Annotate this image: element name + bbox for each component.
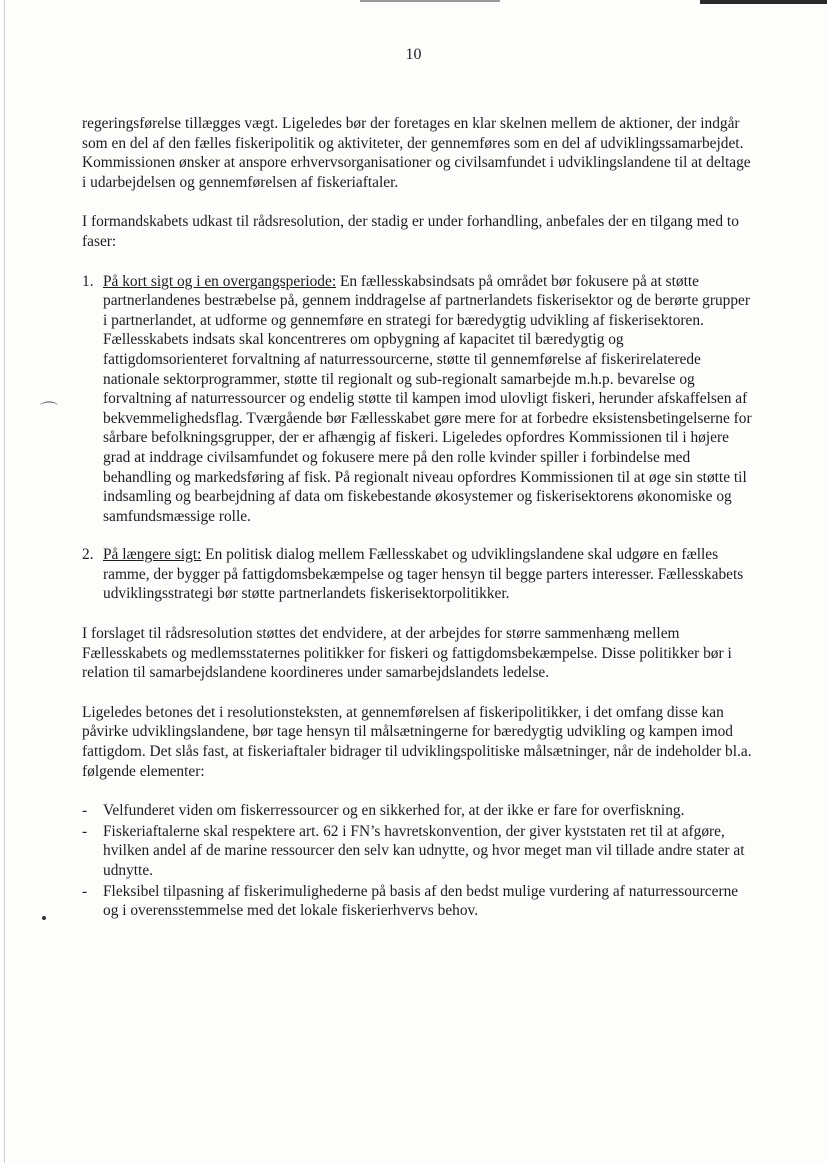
list-dash: - <box>82 802 88 820</box>
list-item-text: Velfunderet viden om fiskerressourcer og en sikkerhed for, at der ikke er fare for overfiskning. <box>103 802 685 820</box>
list-item <box>82 801 752 821</box>
list-item <box>82 272 752 527</box>
list-item-text: Fleksibel tilpasning af fiskerimulighederne på basis af den bedst mulige vurdering af naturressourcerne og i overensstemmelse med det lokale fiskerierhvervs behov. <box>103 882 739 920</box>
list-item <box>82 545 752 604</box>
paragraph: Ligeledes betones det i resolutionsteksten, at gennemførelsen af fiskeripolitikker, i det omfang disse kan påvirke udviklingslandene, bør tage hensyn til målsætningerne for bæredygtig udvikling og kampen imod fattigdom. Det slås fast, at fiskeriaftaler bidrager til udviklingspolitiske målsætninger, når de indeholder bl.a. følgende elementer: <box>82 703 752 780</box>
paragraph: regeringsførelse tillægges vægt. Ligeledes bør der foretages en klar skelnen mellem de aktioner, der indgår som en del af den fælles fiskeripolitik og aktiviteter, der gennemføres som en del af udviklingssamarbejdet. Kommissionen ønsker at anspore erhvervsorganisationer og civilsamfundet i udviklingslandene til at deltage i udarbejdelsen og gennemførelsen af fiskeriaftaler. <box>82 115 751 191</box>
list-dash: - <box>82 882 88 900</box>
document-body <box>82 114 752 922</box>
list-number: 2. <box>82 546 94 564</box>
phase-heading: På længere sigt: <box>103 546 202 564</box>
phase-list <box>82 272 752 605</box>
list-item-text: Fiskeriaftalerne skal respektere art. 62 i FN’s havretskonvention, der giver kyststaten ret til at afgøre, hvilken andel af de marine ressourcer den selv kan udnytte, og hvor meget man vil tillade andre stater at udnytte. <box>103 822 745 879</box>
margin-bracket-mark: ⌒ <box>40 401 58 421</box>
paragraph: I formandskabets udkast til rådsresolution, der stadig er under forhandling, anbefales der en tilgang med to faser: <box>82 213 739 250</box>
margin-dot <box>42 916 46 920</box>
phase-heading: På kort sigt og i en overgangsperiode: <box>103 272 337 290</box>
page-number: 10 <box>405 46 422 63</box>
list-number: 1. <box>82 272 94 290</box>
list-dash: - <box>82 822 88 840</box>
element-list <box>82 801 752 921</box>
list-item <box>82 882 752 921</box>
page-edge <box>4 0 5 1163</box>
scan-artifact-line <box>700 0 827 4</box>
scan-artifact-line <box>360 0 500 2</box>
list-item <box>82 822 752 881</box>
phase-text: En fællesskabsindsats på området bør fokusere på at støtte partnerlandenes bestræbelse på, gennem inddragelse af partnerlandets fiskerisektor og de berørte grupper i partnerlandet, at udforme og gennemføre en strategi for bæredygtig udvikling af fiskerisektoren. Fællesskabets indsats skal koncentreres om opbygning af kapacitet til bæredygtig og fattigdomsorienteret forvaltning af naturressourcerne, støtte til gennemførelse af fiskerirelaterede nationale sektorprogrammer, støtte til regionalt og sub-regionalt samarbejde m.h.p. bevarelse og forvaltning af naturressourcer og endelig støtte til kampen imod ulovligt fiskeri, herunder afskaffelsen af bekvemmelighedsflag. Tværgående bør Fællesskabet gøre mere for at forbedre eksistensbetingelserne for sårbare befolkningsgrupper, der er afhængig af fiskeri. Ligeledes opfordres Kommissionen til i højere grad at inddrage civilsamfundet og fokusere mere på den rolle kvinder spiller i forbindelse med behandling og markedsføring af fisk. På regionalt niveau opfordres Kommissionen til at øge sin støtte til indsamling og bearbejdning af data om fiskebestande økosystemer og fiskerisektorens økonomiske og samfundsmæssige rolle. <box>103 272 752 525</box>
phase-text: En politisk dialog mellem Fællesskabet og udviklingslandene skal udgøre en fælles ramme, der bygger på fattigdomsbekæmpelse og tager hensyn til begge parters interesser. Fællesskabets udviklingsstrategi bør støtte partnerlandets fiskerisektorpolitikker. <box>103 546 744 603</box>
paragraph: I forslaget til rådsresolution støttes det endvidere, at der arbejdes for større sammenhæng mellem Fællesskabets og medlemsstaternes politikker for fiskeri og fattigdomsbekæmpelse. Disse politikker bør i relation til samarbejdslandene koordineres under samarbejdslandets ledelse. <box>82 625 732 682</box>
